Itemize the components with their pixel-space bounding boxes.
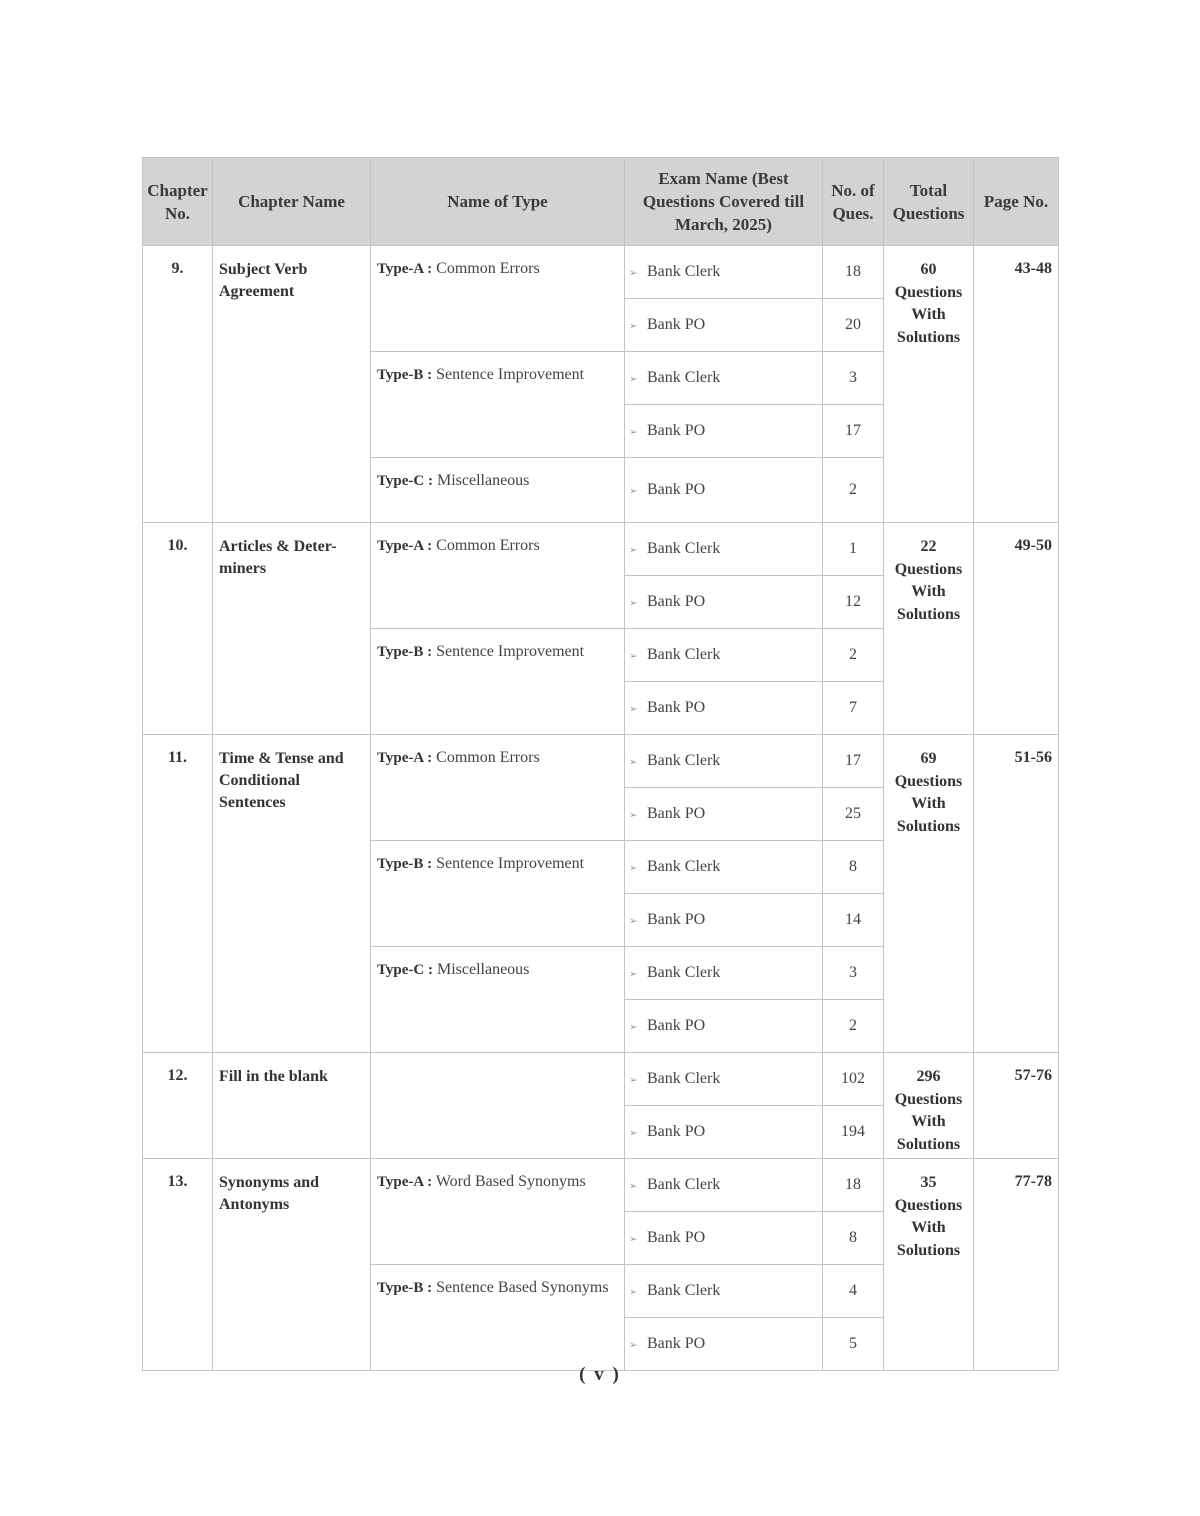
arrow-bullet-icon: ➢ xyxy=(629,1234,638,1245)
exam-name: Bank Clerk xyxy=(647,752,721,769)
exam-name: Bank PO xyxy=(647,316,706,333)
arrow-bullet-icon: ➢ xyxy=(629,1181,638,1192)
question-count: 25 xyxy=(823,788,884,841)
table-row xyxy=(143,523,1059,576)
total-label: Questions With Solutions xyxy=(894,283,963,346)
exam-name: Bank Clerk xyxy=(647,646,721,663)
page-range: 43-48 xyxy=(974,246,1059,523)
exam-name: Bank Clerk xyxy=(647,1070,721,1087)
exam-cell xyxy=(625,1212,823,1265)
exam-cell xyxy=(625,246,823,299)
type-name: Miscellaneous xyxy=(436,961,530,978)
type-label: Type-B : xyxy=(377,644,433,660)
page-range: 49-50 xyxy=(974,523,1059,735)
total-label: Questions With Solutions xyxy=(894,1090,963,1153)
arrow-bullet-icon: ➢ xyxy=(629,268,638,279)
type-label: Type-C : xyxy=(377,473,433,489)
type-cell xyxy=(371,735,625,841)
exam-name: Bank Clerk xyxy=(647,1176,721,1193)
arrow-bullet-icon: ➢ xyxy=(629,969,638,980)
exam-cell xyxy=(625,405,823,458)
question-count: 2 xyxy=(823,629,884,682)
table-body xyxy=(143,246,1059,1371)
question-count: 194 xyxy=(823,1106,884,1159)
header-chapter-name: Chapter Name xyxy=(213,158,371,246)
table-row xyxy=(143,1159,1059,1212)
exam-cell xyxy=(625,841,823,894)
question-count: 3 xyxy=(823,947,884,1000)
question-count: 5 xyxy=(823,1318,884,1371)
page-range: 51-56 xyxy=(974,735,1059,1053)
exam-name: Bank PO xyxy=(647,593,706,610)
total-label: Questions With Solutions xyxy=(894,1196,963,1259)
type-cell xyxy=(371,352,625,458)
total-questions xyxy=(884,1159,974,1371)
arrow-bullet-icon: ➢ xyxy=(629,427,638,438)
arrow-bullet-icon: ➢ xyxy=(629,757,638,768)
arrow-bullet-icon: ➢ xyxy=(629,1075,638,1086)
type-cell xyxy=(371,1159,625,1265)
arrow-bullet-icon: ➢ xyxy=(629,545,638,556)
question-count: 14 xyxy=(823,894,884,947)
question-count: 2 xyxy=(823,1000,884,1053)
total-questions xyxy=(884,735,974,1053)
arrow-bullet-icon: ➢ xyxy=(629,598,638,609)
arrow-bullet-icon: ➢ xyxy=(629,321,638,332)
exam-name: Bank PO xyxy=(647,1229,706,1246)
table-row xyxy=(143,1053,1059,1106)
total-questions xyxy=(884,246,974,523)
exam-cell xyxy=(625,947,823,1000)
exam-name: Bank Clerk xyxy=(647,1282,721,1299)
header-ques: No. of Ques. xyxy=(823,158,884,246)
arrow-bullet-icon: ➢ xyxy=(629,1022,638,1033)
chapter-name: Synonyms and Antonyms xyxy=(213,1159,371,1371)
arrow-bullet-icon: ➢ xyxy=(629,486,638,497)
exam-name: Bank PO xyxy=(647,911,706,928)
chapter-number: 11. xyxy=(143,735,213,1053)
contents-table xyxy=(142,157,1059,1371)
type-name: Common Errors xyxy=(436,260,540,277)
type-label: Type-B : xyxy=(377,367,433,383)
type-name: Common Errors xyxy=(436,749,540,766)
type-name: Sentence Based Synonyms xyxy=(436,1279,609,1296)
header-total: Total Questions xyxy=(884,158,974,246)
header-chapter-no: Chapter No. xyxy=(143,158,213,246)
exam-cell xyxy=(625,576,823,629)
page-range: 77-78 xyxy=(974,1159,1059,1371)
question-count: 7 xyxy=(823,682,884,735)
type-cell xyxy=(371,629,625,735)
page-range: 57-76 xyxy=(974,1053,1059,1159)
question-count: 8 xyxy=(823,1212,884,1265)
table-row xyxy=(143,735,1059,788)
type-cell xyxy=(371,458,625,523)
type-cell xyxy=(371,1053,625,1159)
type-cell xyxy=(371,1265,625,1371)
exam-cell xyxy=(625,682,823,735)
question-count: 20 xyxy=(823,299,884,352)
exam-cell xyxy=(625,458,823,523)
exam-cell xyxy=(625,1318,823,1371)
header-page: Page No. xyxy=(974,158,1059,246)
exam-cell xyxy=(625,894,823,947)
question-count: 2 xyxy=(823,458,884,523)
type-label: Type-B : xyxy=(377,856,433,872)
exam-cell xyxy=(625,1000,823,1053)
chapter-name: Articles & Deter-miners xyxy=(213,523,371,735)
exam-name: Bank PO xyxy=(647,481,706,498)
total-questions xyxy=(884,523,974,735)
arrow-bullet-icon: ➢ xyxy=(629,374,638,385)
chapter-number: 13. xyxy=(143,1159,213,1371)
exam-name: Bank PO xyxy=(647,805,706,822)
exam-name: Bank Clerk xyxy=(647,540,721,557)
arrow-bullet-icon: ➢ xyxy=(629,704,638,715)
chapter-number: 9. xyxy=(143,246,213,523)
chapter-number: 12. xyxy=(143,1053,213,1159)
total-count: 60 xyxy=(920,261,937,278)
question-count: 1 xyxy=(823,523,884,576)
exam-cell xyxy=(625,299,823,352)
question-count: 18 xyxy=(823,246,884,299)
total-count: 35 xyxy=(920,1174,937,1191)
question-count: 102 xyxy=(823,1053,884,1106)
type-label: Type-A : xyxy=(377,538,433,554)
question-count: 12 xyxy=(823,576,884,629)
exam-name: Bank PO xyxy=(647,1335,706,1352)
chapter-name: Fill in the blank xyxy=(213,1053,371,1159)
question-count: 3 xyxy=(823,352,884,405)
type-name: Miscellaneous xyxy=(436,472,530,489)
arrow-bullet-icon: ➢ xyxy=(629,863,638,874)
exam-name: Bank PO xyxy=(647,1123,706,1140)
type-cell xyxy=(371,523,625,629)
exam-cell xyxy=(625,1265,823,1318)
arrow-bullet-icon: ➢ xyxy=(629,1340,638,1351)
question-count: 18 xyxy=(823,1159,884,1212)
type-cell xyxy=(371,947,625,1053)
exam-cell xyxy=(625,352,823,405)
exam-name: Bank PO xyxy=(647,699,706,716)
type-cell xyxy=(371,841,625,947)
arrow-bullet-icon: ➢ xyxy=(629,810,638,821)
exam-cell xyxy=(625,1053,823,1106)
exam-cell xyxy=(625,629,823,682)
exam-name: Bank Clerk xyxy=(647,263,721,280)
total-count: 22 xyxy=(920,538,937,555)
chapter-number: 10. xyxy=(143,523,213,735)
header-row xyxy=(143,158,1059,246)
total-questions xyxy=(884,1053,974,1159)
type-name: Word Based Synonyms xyxy=(435,1173,586,1190)
type-label: Type-B : xyxy=(377,1280,433,1296)
type-label: Type-C : xyxy=(377,962,433,978)
total-label: Questions With Solutions xyxy=(894,560,963,623)
chapter-name: Time & Tense and Conditional Sentences xyxy=(213,735,371,1053)
question-count: 8 xyxy=(823,841,884,894)
exam-name: Bank PO xyxy=(647,1017,706,1034)
type-name: Common Errors xyxy=(436,537,540,554)
exam-name: Bank PO xyxy=(647,422,706,439)
exam-name: Bank Clerk xyxy=(647,369,721,386)
type-label: Type-A : xyxy=(377,750,433,766)
arrow-bullet-icon: ➢ xyxy=(629,1128,638,1139)
exam-cell xyxy=(625,1159,823,1212)
type-label: Type-A : xyxy=(377,1174,433,1190)
chapter-name: Subject Verb Agreement xyxy=(213,246,371,523)
type-name: Sentence Improvement xyxy=(436,643,585,660)
type-name: Sentence Improvement xyxy=(436,366,585,383)
exam-cell xyxy=(625,735,823,788)
type-name: Sentence Improvement xyxy=(436,855,585,872)
arrow-bullet-icon: ➢ xyxy=(629,1287,638,1298)
exam-name: Bank Clerk xyxy=(647,858,721,875)
exam-cell xyxy=(625,788,823,841)
exam-cell xyxy=(625,523,823,576)
arrow-bullet-icon: ➢ xyxy=(629,651,638,662)
arrow-bullet-icon: ➢ xyxy=(629,916,638,927)
exam-cell xyxy=(625,1106,823,1159)
question-count: 17 xyxy=(823,405,884,458)
question-count: 4 xyxy=(823,1265,884,1318)
total-label: Questions With Solutions xyxy=(894,772,963,835)
header-type: Name of Type xyxy=(371,158,625,246)
page-number: ( v ) xyxy=(579,1364,621,1385)
header-exam: Exam Name (Best Questions Covered till March, 2025) xyxy=(625,158,823,246)
type-cell xyxy=(371,246,625,352)
total-count: 296 xyxy=(916,1068,941,1085)
exam-name: Bank Clerk xyxy=(647,964,721,981)
type-label: Type-A : xyxy=(377,261,433,277)
question-count: 17 xyxy=(823,735,884,788)
table-row xyxy=(143,246,1059,299)
total-count: 69 xyxy=(920,750,937,767)
